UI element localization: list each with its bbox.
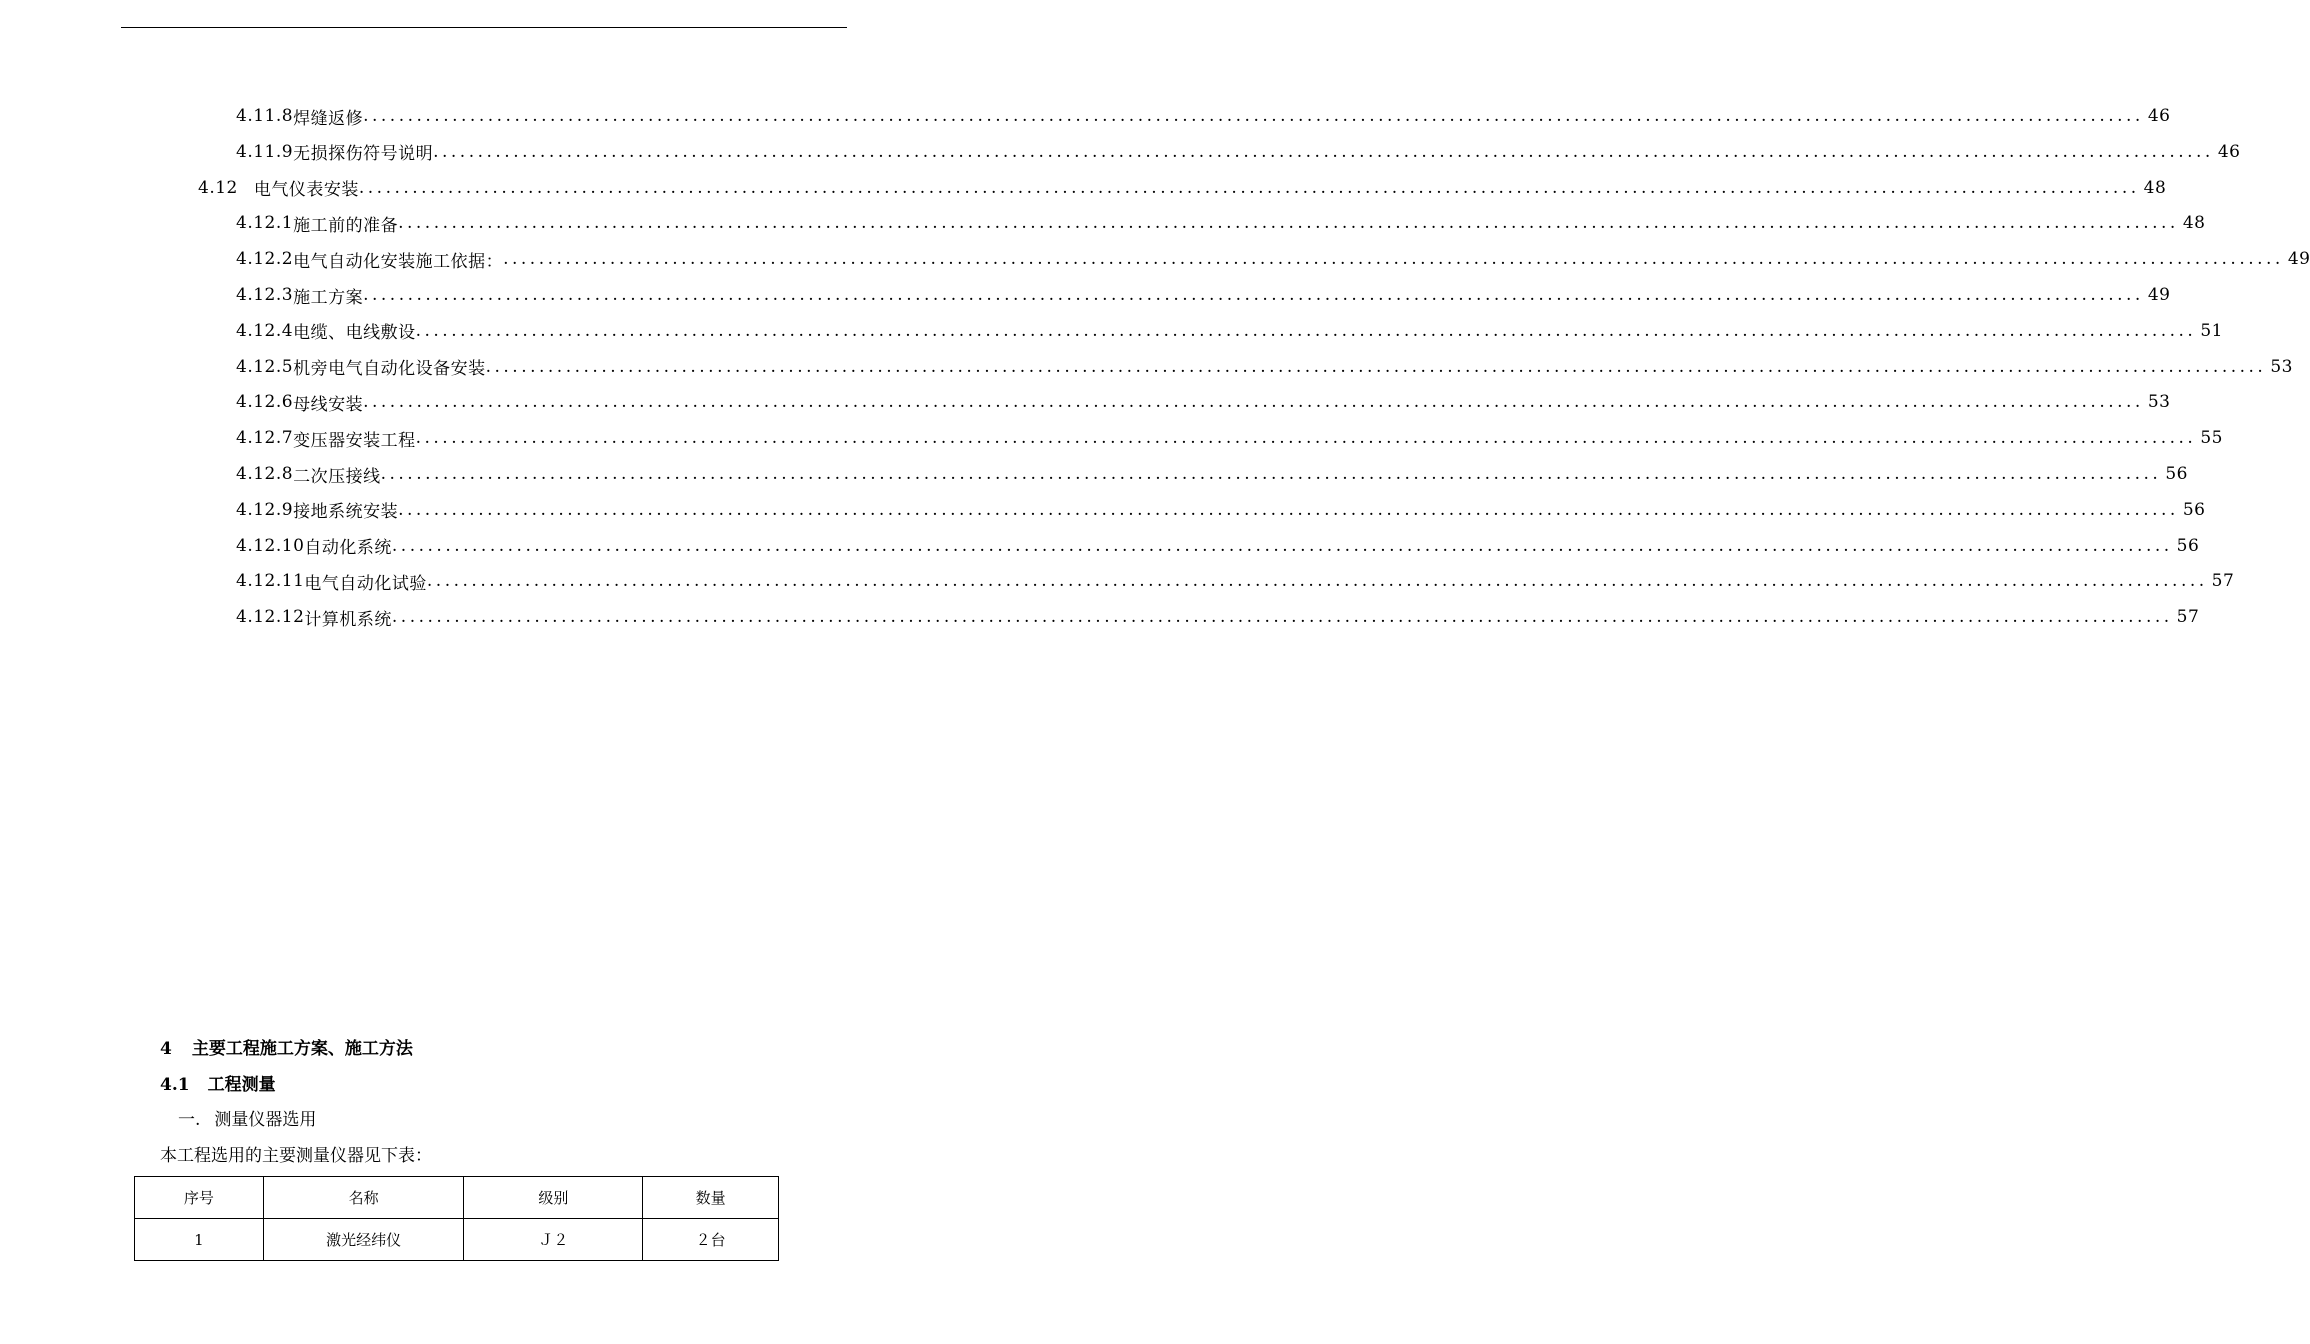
toc-dot-leader: ........................................................................................................................................................................................................ xyxy=(391,607,2173,628)
toc-entry[interactable] xyxy=(236,456,2188,492)
toc-entry-title: 焊缝返修 xyxy=(293,108,364,129)
header-cell-qty: 数量 xyxy=(643,1177,779,1219)
toc-entry-page: 46 xyxy=(2217,141,2241,162)
cell-name: 激光经纬仪 xyxy=(263,1219,464,1261)
toc-entry-page: 46 xyxy=(2147,106,2171,126)
toc-entry-title: 变压器安装工程 xyxy=(293,430,416,451)
section-title: 主要工程施工方案、施工方法 xyxy=(191,1039,413,1059)
toc-entry-number: 4.12.1 xyxy=(236,213,294,234)
toc-entry-page: 49 xyxy=(2147,285,2171,305)
body-paragraph: 本工程选用的主要测量仪器见下表： xyxy=(160,1146,432,1166)
toc-entry[interactable] xyxy=(236,277,2171,313)
toc-entry-number: 4.12.7 xyxy=(236,428,294,449)
toc-entry-title: 电气自动化安装施工依据： xyxy=(293,251,504,272)
toc-dot-leader: ........................................................................................................................................................................................................ xyxy=(426,571,2208,592)
instrument-table xyxy=(134,1176,779,1261)
toc-entry[interactable] xyxy=(236,528,2200,564)
toc-entry[interactable] xyxy=(236,599,2200,635)
toc-entry-page: 55 xyxy=(2200,428,2223,449)
toc-entry[interactable] xyxy=(236,98,2171,134)
toc-entry-number: 4.12.9 xyxy=(236,499,294,520)
toc-entry-title: 无损探伤符号说明 xyxy=(293,144,434,165)
toc-entry-title: 电气自动化试验 xyxy=(304,573,427,594)
toc-entry-title: 接地系统安装 xyxy=(293,502,399,523)
toc-entry[interactable] xyxy=(236,349,2293,385)
section-heading-4-1 xyxy=(160,1070,276,1095)
toc-dot-leader: ........................................................................................................................................................................................................ xyxy=(398,499,2179,520)
toc-dot-leader: ........................................................................................................................................................................................................ xyxy=(503,249,2284,270)
cell-grade: Ｊ２ xyxy=(464,1219,643,1261)
toc-entry[interactable] xyxy=(198,170,2167,206)
section-number: 4.1 xyxy=(160,1075,190,1095)
toc-dot-leader: ........................................................................................................................................................................................................ xyxy=(398,213,2179,234)
toc-entry[interactable] xyxy=(236,313,2223,349)
toc-dot-leader: ........................................................................................................................................................................................................ xyxy=(363,392,2144,413)
toc-dot-leader: ........................................................................................................................................................................................................ xyxy=(363,106,2144,126)
toc-entry-page: 56 xyxy=(2182,499,2206,520)
toc-dot-leader: ........................................................................................................................................................................................................ xyxy=(415,320,2197,341)
toc-entry-page: 51 xyxy=(2200,320,2223,341)
toc-entry-page: 57 xyxy=(2176,607,2200,628)
toc-dot-leader: ........................................................................................................................................................................................................ xyxy=(391,535,2173,556)
toc-entry-number: 4.12.8 xyxy=(236,464,294,484)
toc-entry-page: 56 xyxy=(2176,535,2200,556)
toc-entry-page: 53 xyxy=(2147,392,2171,413)
toc-entry-page: 48 xyxy=(2182,213,2206,234)
toc-dot-leader: ........................................................................................................................................................................................................ xyxy=(380,464,2162,484)
toc-entry-title: 母线安装 xyxy=(293,394,364,415)
toc-entry-number: 4.12 xyxy=(198,177,238,198)
toc-dot-leader: ........................................................................................................................................................................................................ xyxy=(363,285,2144,305)
toc-dot-leader: ........................................................................................................................................................................................................ xyxy=(415,428,2197,449)
subsection-title: 测量仪器选用 xyxy=(214,1110,317,1130)
toc-entry-title: 自动化系统 xyxy=(304,538,392,559)
toc-entry-title: 计算机系统 xyxy=(304,609,392,630)
toc-entry-number: 4.11.9 xyxy=(236,141,294,162)
subsection-number: 一. xyxy=(178,1110,201,1130)
toc-entry[interactable] xyxy=(236,420,2223,456)
table-header-row xyxy=(135,1177,779,1219)
toc-dot-leader: ........................................................................................................................................................................................................ xyxy=(358,177,2140,198)
cell-no: 1 xyxy=(135,1219,264,1261)
toc-entry-page: 48 xyxy=(2143,177,2167,198)
toc-entry-number: 4.12.2 xyxy=(236,249,294,270)
toc-entry-page: 56 xyxy=(2165,464,2188,484)
header-cell-no: 序号 xyxy=(135,1177,264,1219)
toc-entry-number: 4.12.12 xyxy=(236,607,305,628)
toc-entry-title: 电缆、电线敷设 xyxy=(293,323,416,344)
toc-entry-page: 53 xyxy=(2270,356,2293,377)
toc-entry-title: 施工前的准备 xyxy=(293,215,399,236)
toc-entry-title: 施工方案 xyxy=(293,287,364,308)
section-number: 4 xyxy=(160,1039,172,1059)
toc-entry-page: 49 xyxy=(2287,249,2310,270)
toc-entry[interactable] xyxy=(236,241,2310,277)
toc-entry-page: 57 xyxy=(2211,571,2235,592)
toc-entry-number: 4.12.6 xyxy=(236,392,294,413)
cell-qty: ２台 xyxy=(643,1219,779,1261)
toc-entry[interactable] xyxy=(236,563,2235,599)
toc-entry-number: 4.12.10 xyxy=(236,535,305,556)
toc-dot-leader: ........................................................................................................................................................................................................ xyxy=(433,141,2214,162)
subsection-heading xyxy=(178,1105,316,1130)
toc-dot-leader: ........................................................................................................................................................................................................ xyxy=(485,356,2267,377)
table-row xyxy=(135,1219,779,1261)
toc-entry[interactable] xyxy=(236,492,2206,528)
toc-entry-title: 二次压接线 xyxy=(293,466,381,487)
section-heading-4 xyxy=(160,1034,413,1059)
section-title: 工程测量 xyxy=(207,1075,276,1095)
toc-entry-title: 机旁电气自动化设备安装 xyxy=(293,359,486,380)
toc-entry[interactable] xyxy=(236,384,2171,420)
toc-entry-number: 4.12.5 xyxy=(236,356,294,377)
header-rule xyxy=(121,27,847,28)
toc-entry-number: 4.12.3 xyxy=(236,285,294,305)
toc-entry-number: 4.12.4 xyxy=(236,320,294,341)
toc-entry-title: 电气仪表安装 xyxy=(253,180,359,201)
toc-entry-number: 4.12.11 xyxy=(236,571,305,592)
toc-entry[interactable] xyxy=(236,205,2206,241)
toc-entry[interactable] xyxy=(236,134,2241,170)
header-cell-grade: 级别 xyxy=(464,1177,643,1219)
header-cell-name: 名称 xyxy=(263,1177,464,1219)
toc-entry-number: 4.11.8 xyxy=(236,106,294,126)
